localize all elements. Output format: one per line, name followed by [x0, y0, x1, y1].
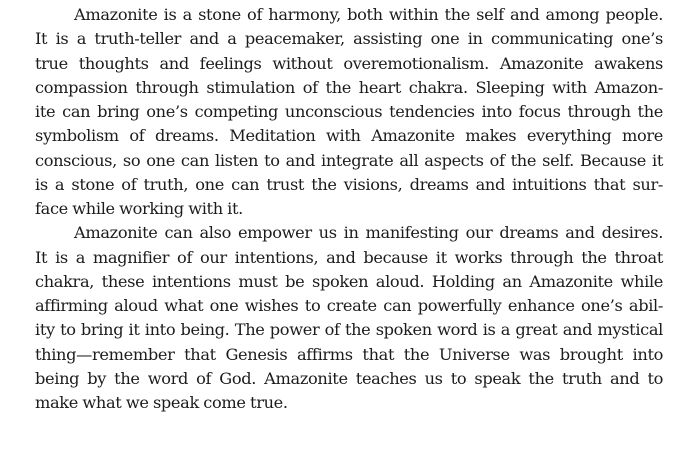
text-line: conscious, so one can listen to and integrate all aspects of the self. Because it: [35, 150, 663, 170]
text-line: compassion through stimulation of the heart chakra. Sleeping with Amazon-: [35, 77, 663, 97]
text-line: It is a truth-teller and a peacemaker, assisting one in communicating one’s: [35, 29, 663, 49]
body-text: [35, 3, 663, 415]
text-line: Amazonite can also empower us in manifesting our dreams and desires.: [74, 223, 663, 243]
text-line: symbolism of dreams. Meditation with Amazonite makes everything more: [35, 126, 663, 146]
text-line: is a stone of truth, one can trust the visions, dreams and intuitions that sur-: [35, 174, 663, 194]
text-line: ite can bring one’s competing unconscious tendencies into focus through the: [35, 102, 663, 121]
text-line: thing—remember that Genesis affirms that the Universe was brought into: [35, 344, 663, 364]
paragraph-1: [35, 3, 663, 221]
text-line: true thoughts and feelings without overemotionalism. Amazonite awakens: [35, 53, 663, 73]
text-line: make what we speak come true.: [35, 393, 288, 412]
text-line: face while working with it.: [35, 199, 243, 218]
text-line: ity to bring it into being. The power of the spoken word is a great and mystical: [35, 320, 663, 340]
text-line: chakra, these intentions must be spoken aloud. Holding an Amazonite while: [35, 271, 663, 291]
text-line: being by the word of God. Amazonite teaches us to speak the truth and to: [35, 368, 663, 388]
text-line: It is a magnifier of our intentions, and because it works through the throat: [35, 247, 663, 267]
paragraph-2: [35, 221, 663, 415]
text-line: Amazonite is a stone of harmony, both within the self and among people.: [74, 5, 663, 24]
text-line: affirming aloud what one wishes to create can powerfully enhance one’s abil-: [35, 296, 663, 315]
